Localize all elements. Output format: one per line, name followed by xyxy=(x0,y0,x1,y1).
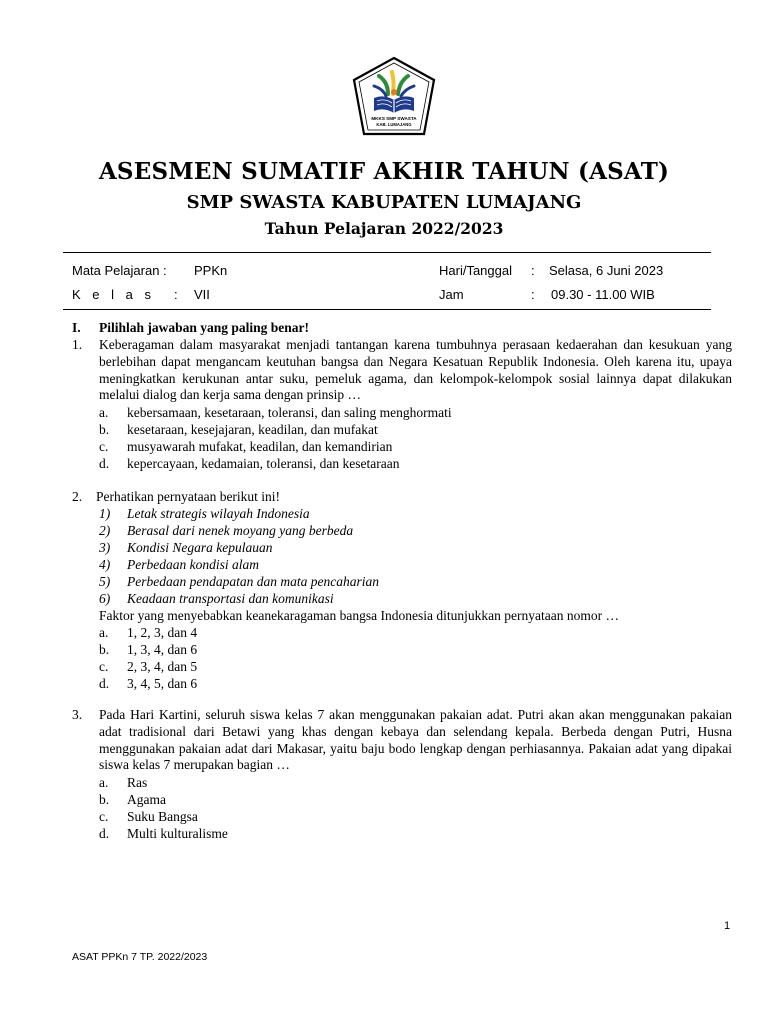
question-1-number: 1. xyxy=(72,337,83,352)
subject-label: Mata Pelajaran : xyxy=(72,263,167,278)
info-divider xyxy=(63,309,711,310)
page-number: 1 xyxy=(724,920,731,932)
q1-option-d-text: kepercayaan, kedamaian, toleransi, dan kesetaraan xyxy=(127,456,400,471)
mkks-logo xyxy=(352,56,436,136)
q3-option-d-text: Multi kulturalisme xyxy=(127,826,228,841)
q3-option-a-letter: a. xyxy=(99,775,109,790)
academic-year: Tahun Pelajaran 2022/2023 xyxy=(264,219,504,238)
q2-statement-2: Berasal dari nenek moyang yang berbeda xyxy=(127,523,354,538)
q1-option-c-text: musyawarah mufakat, keadilan, dan kemandirian xyxy=(127,439,393,454)
q2-option-c-text: 2, 3, 4, dan 5 xyxy=(127,659,198,674)
date-label: Hari/Tanggal xyxy=(439,263,512,278)
exam-title: ASESMEN SUMATIF AKHIR TAHUN (ASAT) xyxy=(98,158,670,185)
page-footer: ASAT PPKn 7 TP. 2022/2023 xyxy=(72,951,208,963)
q2-option-b-text: 1, 3, 4, dan 6 xyxy=(127,642,198,657)
question-3-number: 3. xyxy=(72,707,83,722)
class-label: K e l a s xyxy=(72,287,155,302)
q3-option-c-letter: c. xyxy=(99,809,109,824)
time-colon: : xyxy=(531,287,535,302)
q1-option-a-text: kebersamaan, kesetaraan, toleransi, dan saling menghormati xyxy=(127,405,452,420)
time-label: Jam xyxy=(439,287,464,302)
section-instruction: Pilihlah jawaban yang paling benar! xyxy=(99,320,310,335)
date-value: Selasa, 6 Juni 2023 xyxy=(549,263,664,278)
date-colon: : xyxy=(531,263,535,278)
q2-statement-6: Keadaan transportasi dan komunikasi xyxy=(127,591,334,606)
q2-statement-5-num: 5) xyxy=(99,574,111,589)
q2-option-c-letter: c. xyxy=(99,659,109,674)
q3-option-b-text: Agama xyxy=(127,792,166,807)
question-2-number: 2. xyxy=(72,489,83,504)
header-divider xyxy=(63,252,711,253)
class-value: VII xyxy=(194,287,210,302)
q1-option-c-letter: c. xyxy=(99,439,109,454)
q1-option-b-text: kesetaraan, kesejajaran, keadilan, dan mufakat xyxy=(127,422,378,437)
q2-statement-3-num: 3) xyxy=(99,540,111,555)
q3-option-c-text: Suku Bangsa xyxy=(127,809,198,824)
q2-statement-1-num: 1) xyxy=(99,506,111,521)
question-1-text: Keberagaman dalam masyarakat menjadi tantangan karena tumbuhnya perasaan kedaerahan dan kesukuan yang berlebihan dapat mengancam keutuhan bangsa dan Negara Kesatuan Republik Indonesia. Oleh karena itu, upaya meningkatkan kerukunan antar suku, pemeluk agama, dan kelompok-kelompok sosial lainnya dapat dilakukan melalui dialog dan kerja sama dengan prinsip … xyxy=(99,337,732,403)
section-number: I. xyxy=(72,320,81,335)
school-name: SMP SWASTA KABUPATEN LUMAJANG xyxy=(186,192,582,213)
q2-option-a-letter: a. xyxy=(99,625,109,640)
q1-option-a-letter: a. xyxy=(99,405,109,420)
class-colon: : xyxy=(174,287,178,302)
q2-option-d-text: 3, 4, 5, dan 6 xyxy=(127,676,198,691)
q2-statement-6-num: 6) xyxy=(99,591,111,606)
q2-statement-4-num: 4) xyxy=(99,557,111,572)
q3-option-d-letter: d. xyxy=(99,826,110,841)
logo-text-line1: MKKS SMP SWASTA xyxy=(371,116,417,121)
q1-option-d-letter: d. xyxy=(99,456,110,471)
question-2-text: Faktor yang menyebabkan keanekaragaman bangsa Indonesia ditunjukkan pernyataan nomor … xyxy=(99,608,619,623)
q2-option-b-letter: b. xyxy=(99,642,110,657)
q2-statement-3: Kondisi Negara kepulauan xyxy=(127,540,273,555)
subject-value: PPKn xyxy=(194,263,228,278)
q3-option-b-letter: b. xyxy=(99,792,110,807)
q2-statement-5: Perbedaan pendapatan dan mata pencaharian xyxy=(127,574,379,589)
q2-statement-4: Perbedaan kondisi alam xyxy=(127,557,259,572)
question-3-text: Pada Hari Kartini, seluruh siswa kelas 7 akan menggunakan pakaian adat. Putri akan akan menggunakan pakaian adat tradisional dari Betawi yang khas dengan kebaya dan selendang kepala. Berbeda dengan Putri, Husna menggunakan pakaian adat dari Makasar, yaitu baju bodo lengkap dengan perhiasannya. Pakaian adat yang dipakai siswa kelas 7 merupakan bagian … xyxy=(99,707,732,773)
q3-option-a-text: Ras xyxy=(127,775,148,790)
time-value: 09.30 - 11.00 WIB xyxy=(551,287,655,302)
q2-statement-2-num: 2) xyxy=(99,523,111,538)
question-2-intro: Perhatikan pernyataan berikut ini! xyxy=(96,489,281,504)
q2-statement-1: Letak strategis wilayah Indonesia xyxy=(127,506,310,521)
logo-text-line2: KAB. LUMAJANG xyxy=(376,122,412,127)
q1-option-b-letter: b. xyxy=(99,422,110,437)
q2-option-d-letter: d. xyxy=(99,676,110,691)
q2-option-a-text: 1, 2, 3, dan 4 xyxy=(127,625,198,640)
